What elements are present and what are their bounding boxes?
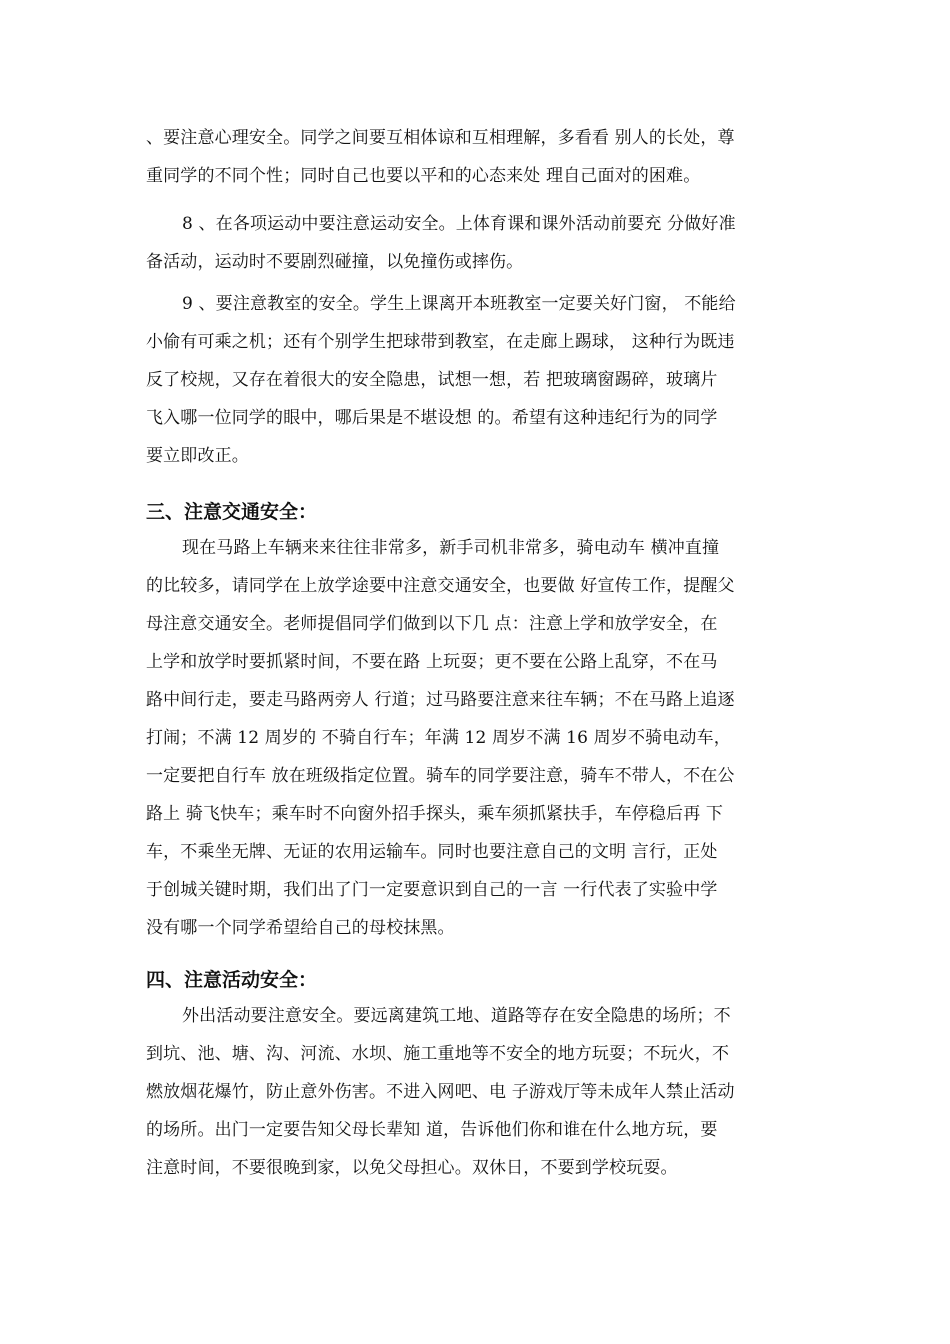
text-line: 备活动，运动时不要剧烈碰撞，以免撞伤或摔伤。: [146, 252, 524, 272]
text-line: 反了校规，又存在着很大的安全隐患，试想一想，若 把玻璃窗踢碎，玻璃片: [146, 370, 718, 390]
paragraph-psychological-safety: [146, 119, 810, 195]
text-line: 于创城关键时期，我们出了门一定要意识到自己的一言 一行代表了实验中学: [146, 880, 718, 900]
section-heading-traffic: 三、注意交通安全：: [146, 501, 318, 523]
text-line: 飞入哪一位同学的眼中，哪后果是不堪设想 的。希望有这种违纪行为的同学: [146, 408, 718, 428]
text-line: 路上 骑飞快车；乘车时不向窗外招手探头，乘车须抓紧扶手，车停稳后再 下: [146, 804, 724, 824]
text-line: 9 、要注意教室的安全。学生上课离开本班教室一定要关好门窗， 不能给: [182, 294, 736, 314]
text-line: 路中间行走，要走马路两旁人 行道；过马路要注意来往车辆；不在马路上追逐: [146, 690, 735, 710]
text-line: 要立即改正。: [146, 446, 249, 466]
text-line: 现在马路上车辆来来往往非常多，新手司机非常多，骑电动车 横冲直撞: [182, 538, 720, 558]
text-line: 打闹；不满 12 周岁的 不骑自行车；年满 12 周岁不满 16 周岁不骑电动车，: [146, 728, 731, 748]
text-line: 外出活动要注意安全。要远离建筑工地、道路等存在安全隐患的场所；不: [182, 1006, 731, 1026]
text-line: 车，不乘坐无牌、无证的农用运输车。同时也要注意自己的文明 言行，正处: [146, 842, 718, 862]
text-line: 没有哪一个同学希望给自己的母校抹黑。: [146, 918, 455, 938]
text-line: 8 、在各项运动中要注意运动安全。上体育课和课外活动前要充 分做好准: [182, 214, 736, 234]
text-line: 的场所。出门一定要告知父母长辈知 道，告诉他们你和谁在什么地方玩，要: [146, 1120, 718, 1140]
text-line: 上学和放学时要抓紧时间，不要在路 上玩耍；更不要在公路上乱穿，不在马: [146, 652, 718, 672]
text-line: 注意时间，不要很晚到家，以免父母担心。双休日，不要到学校玩耍。: [146, 1158, 678, 1178]
text-line: 燃放烟花爆竹，防止意外伤害。不进入网吧、电 子游戏厅等未成年人禁止活动: [146, 1082, 735, 1102]
paragraph-item-9: [146, 285, 810, 475]
text-line: 一定要把自行车 放在班级指定位置。骑车的同学要注意，骑车不带人，不在公: [146, 766, 735, 786]
text-line: 母注意交通安全。老师提倡同学们做到以下几 点：注意上学和放学安全，在: [146, 614, 718, 634]
text-line: 、要注意心理安全。同学之间要互相体谅和互相理解，多看看 别人的长处，尊: [146, 128, 735, 148]
text-line: 的比较多，请同学在上放学途要中注意交通安全，也要做 好宣传工作，提醒父: [146, 576, 735, 596]
paragraph-item-8: [146, 205, 810, 281]
section-heading-activity: 四、注意活动安全：: [146, 969, 318, 991]
paragraph-traffic-safety: [146, 529, 810, 947]
text-line: 小偷有可乘之机；还有个别学生把球带到教室，在走廊上踢球， 这种行为既违: [146, 332, 735, 352]
text-line: 到坑、池、塘、沟、河流、水坝、施工重地等不安全的地方玩耍；不玩火，不: [146, 1044, 730, 1064]
paragraph-activity-safety: [146, 997, 810, 1187]
text-line: 重同学的不同个性；同时自己也要以平和的心态来处 理自己面对的困难。: [146, 166, 701, 186]
